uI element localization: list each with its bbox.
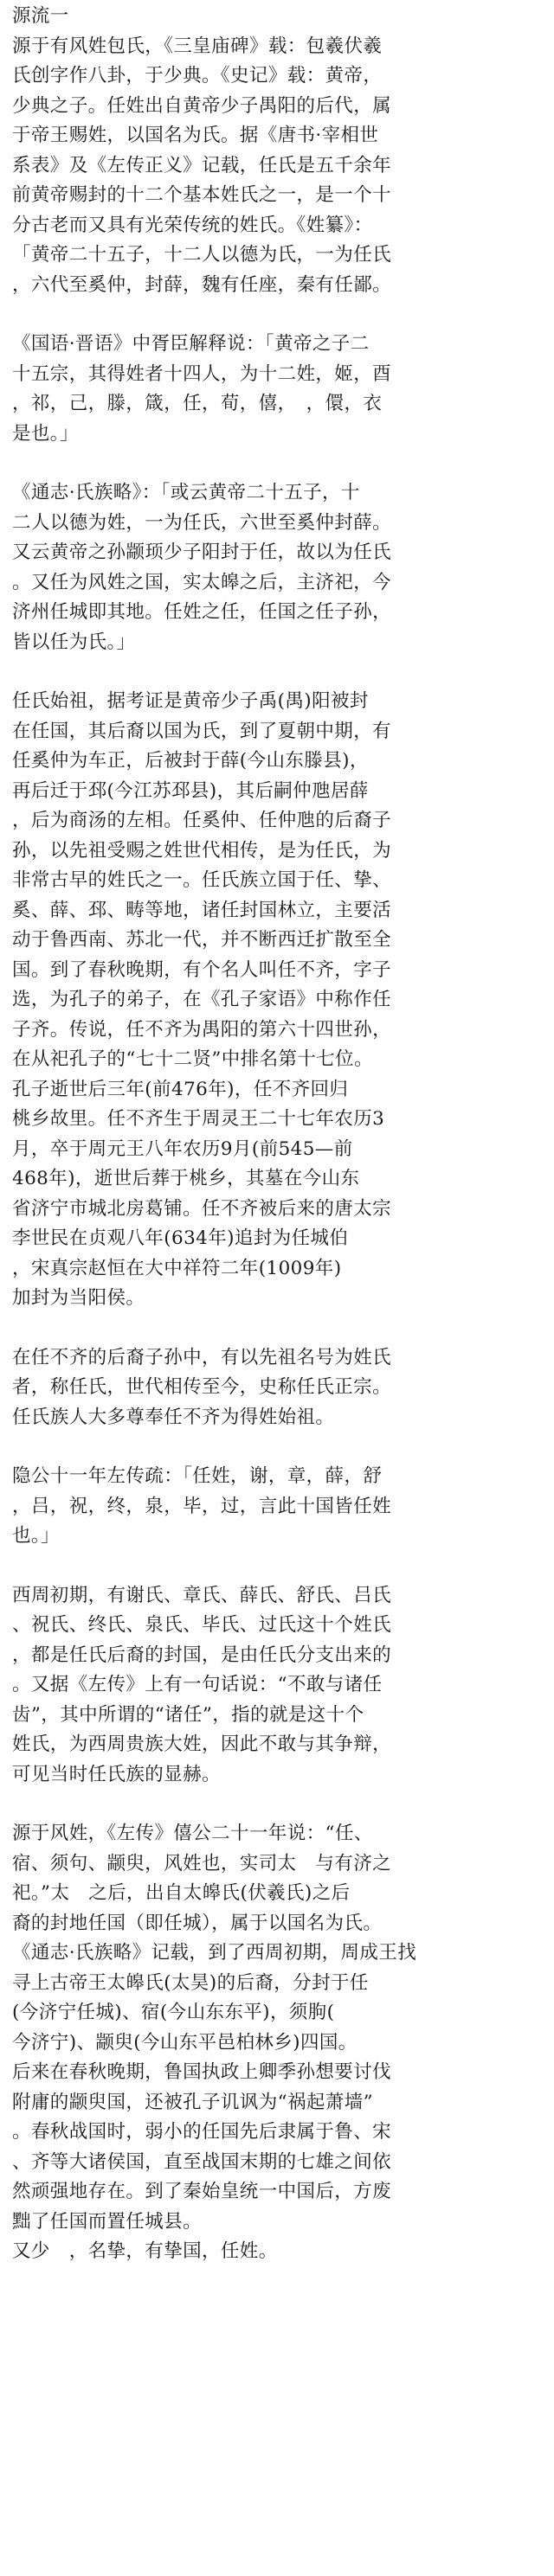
- text-line: 孔子逝世后三年(前476年)，任不齐回归: [12, 1078, 349, 1100]
- section-title: 源流一: [12, 5, 69, 27]
- text-line: ，六代至奚仲，封薛，魏有任座，秦有任鄙。: [12, 273, 392, 296]
- text-line: 、祝氏、终氏、泉氏、毕氏、过氏这十个姓氏: [12, 1614, 392, 1636]
- text-line: 祀。”太 之后，出自太皞氏(伏羲氏)之后: [12, 1882, 351, 1904]
- text-line: 任氏始祖，据考证是黄帝少子禹(禺)阳被封: [12, 690, 369, 712]
- text-line: 十五宗，其得姓者十四人，为十二姓，姬，酉: [12, 362, 392, 385]
- text-line: 非常古早的姓氏之一。任氏族立国于任、挚、: [12, 869, 392, 891]
- text-line: ，都是任氏后裔的封国，是由任氏分支出来的: [12, 1644, 392, 1666]
- text-line: 再后迁于邳(今江苏邳县)，其后嗣仲虺居薛: [12, 779, 369, 802]
- text-line: 孙，以先祖受赐之姓世代相传，是为任氏，为: [12, 839, 392, 862]
- text-line: 可见当时任氏族的显赫。: [12, 1763, 221, 1785]
- text-line: 。春秋战国时，弱小的任国先后隶属于鲁、宋: [12, 2121, 392, 2143]
- text-line: (今济宁任城)、宿(今山东东平)，须朐(: [12, 2002, 335, 2023]
- text-line: 前黄帝赐封的十二个基本姓氏之一，是一个十: [12, 184, 392, 206]
- text-line: 《通志·氏族略》：「或云黄帝二十五子，十: [12, 482, 360, 503]
- text-line: 源于有风姓包氏，《三皇庙碑》载：包羲伏羲: [12, 35, 383, 57]
- text-line: 动于鲁西南、苏北一代，并不断西迁扩散至全: [12, 929, 392, 951]
- text-line: 468年)，逝世后葬于桃乡，其墓在今山东: [12, 1168, 360, 1189]
- text-line: 系表》及《左传正义》记载，任氏是五千余年: [12, 154, 392, 176]
- text-line: 寻上古帝王太皞氏(太昊)的后裔，分封于任: [12, 1971, 369, 1994]
- text-line: 附庸的颛臾国，还被孔子讥讽为“祸起萧墙”: [12, 2091, 373, 2113]
- text-line: 然顽强地存在。到了秦始皇统一中国后，方废: [12, 2181, 392, 2202]
- text-line: 《国语·晋语》中胥臣解释说：「黄帝之子二: [12, 333, 370, 355]
- text-line: 任氏族人大多尊奉任不齐为得姓始祖。: [12, 1406, 335, 1428]
- text-line: 者，称任氏，世代相传至今，史称任氏正宗。: [12, 1376, 392, 1398]
- text-line: 《通志·氏族略》记载，到了西周初期，周成王找: [12, 1942, 417, 1964]
- text-line: 氏创字作八卦，于少典。《史记》载：黄帝，: [12, 65, 383, 87]
- text-line: 在任不齐的后裔子孙中，有以先祖名号为姓氏: [12, 1346, 392, 1368]
- text-line: 月，卒于周元王八年农历9月(前545—前: [12, 1137, 353, 1160]
- paragraph: [12, 330, 545, 449]
- text-line: 又少 ，名挚，有挚国，任姓。: [12, 2240, 278, 2262]
- text-line: ，宋真宗赵恒在大中祥符二年(1009年): [12, 1257, 342, 1279]
- text-line: 子齐。传说，任不齐为禺阳的第六十四世孙，: [12, 1018, 392, 1041]
- text-line: 加封为当阳侯。: [12, 1287, 145, 1309]
- text-line: 。又据《左传》上有一句话说：“不敢与诸任: [12, 1674, 383, 1695]
- paragraph: [12, 1581, 545, 1791]
- text-line: 黜了任国而置任城县。: [12, 2210, 203, 2233]
- text-line: 于帝王赐姓，以国名为氏。据《唐书·宰相世: [12, 125, 379, 146]
- paragraph: [12, 1819, 545, 2267]
- text-line: 分古老而又具有光荣传统的姓氏。《姓纂》：: [12, 214, 373, 236]
- paragraph: [12, 32, 545, 301]
- text-line: 在从祀孔子的“七十二贤”中排名第十七位。: [12, 1048, 373, 1070]
- text-line: 又云黄帝之孙颛顼少子阳封于任，故以为任氏: [12, 541, 392, 563]
- text-line: 今济宁)、颛臾(今山东平邑柏林乡)四国。: [12, 2031, 358, 2054]
- paragraph: [12, 1462, 545, 1552]
- text-line: ，吕，祝，终，泉，毕，过，言此十国皆任姓: [12, 1495, 392, 1517]
- text-line: 源于风姓，《左传》僖公二十一年说：“任、: [12, 1823, 373, 1844]
- text-line: 国。到了春秋晚期，有个名人叫任不齐，字子: [12, 958, 392, 981]
- text-line: 少典之子。任姓出自黄帝少子禺阳的后代，属: [12, 94, 392, 117]
- text-line: 后来在春秋晚期，鲁国执政上卿季孙想要讨伐: [12, 2061, 392, 2083]
- body-text: [12, 32, 545, 2267]
- text-line: 「黄帝二十五子，十二人以德为氏，一为任氏: [12, 244, 392, 266]
- text-line: 皆以任为氏。」: [12, 631, 136, 653]
- text-line: 是也。」: [12, 422, 79, 445]
- paragraph: [12, 478, 545, 657]
- text-line: 齿”，其中所谓的“诸任”，指的就是这十个: [12, 1703, 364, 1726]
- text-line: 姓氏，为西周贵族大姓，因此不敢与其争辩，: [12, 1733, 392, 1755]
- text-line: 隐公十一年左传疏：「任姓，谢，章，薛，舒: [12, 1465, 383, 1487]
- text-line: 。又任为风姓之国，实太皞之后，主济祀，今: [12, 571, 392, 593]
- text-line: 选，为孔子的弟子，在《孔子家语》中称作任: [12, 989, 392, 1010]
- text-line: 济州任城即其地。任姓之任，任国之任子孙，: [12, 601, 392, 623]
- text-line: 裔的封地任国（即任城），属于以国名为氏。: [12, 1912, 383, 1934]
- text-line: 任奚仲为车正，后被封于薛(今山东滕县)，: [12, 750, 369, 772]
- text-line: 李世民在贞观八年(634年)追封为任城伯: [12, 1227, 349, 1249]
- text-line: 西周初期，有谢氏、章氏、薛氏、舒氏、吕氏: [12, 1584, 392, 1606]
- text-line: ，后为商汤的左相。任奚仲、任仲虺的后裔子: [12, 810, 392, 831]
- text-line: 省济宁市城北房葛铺。任不齐被后来的唐太宗: [12, 1197, 392, 1220]
- text-line: 在任国，其后裔以国为氏，到了夏朝中期，有: [12, 720, 392, 742]
- text-line: 二人以德为姓，一为任氏，六世至奚仲封薛。: [12, 511, 392, 534]
- paragraph: [12, 1343, 545, 1433]
- text-line: 也。」: [12, 1525, 60, 1547]
- text-line: 宿、须句、颛臾，风姓也，实司太 与有济之: [12, 1852, 392, 1874]
- text-line: 奚、薛、邳、畴等地，诸任封国林立，主要活: [12, 899, 392, 921]
- paragraph: [12, 687, 545, 1314]
- text-line: 、齐等大诸侯国，直至战国末期的七雄之间依: [12, 2150, 392, 2173]
- text-line: 桃乡故里。任不齐生于周灵王二十七年农历3: [12, 1108, 385, 1130]
- text-line: ，祁，己，滕，箴，任，荀，僖， ，儇，衣: [12, 393, 383, 414]
